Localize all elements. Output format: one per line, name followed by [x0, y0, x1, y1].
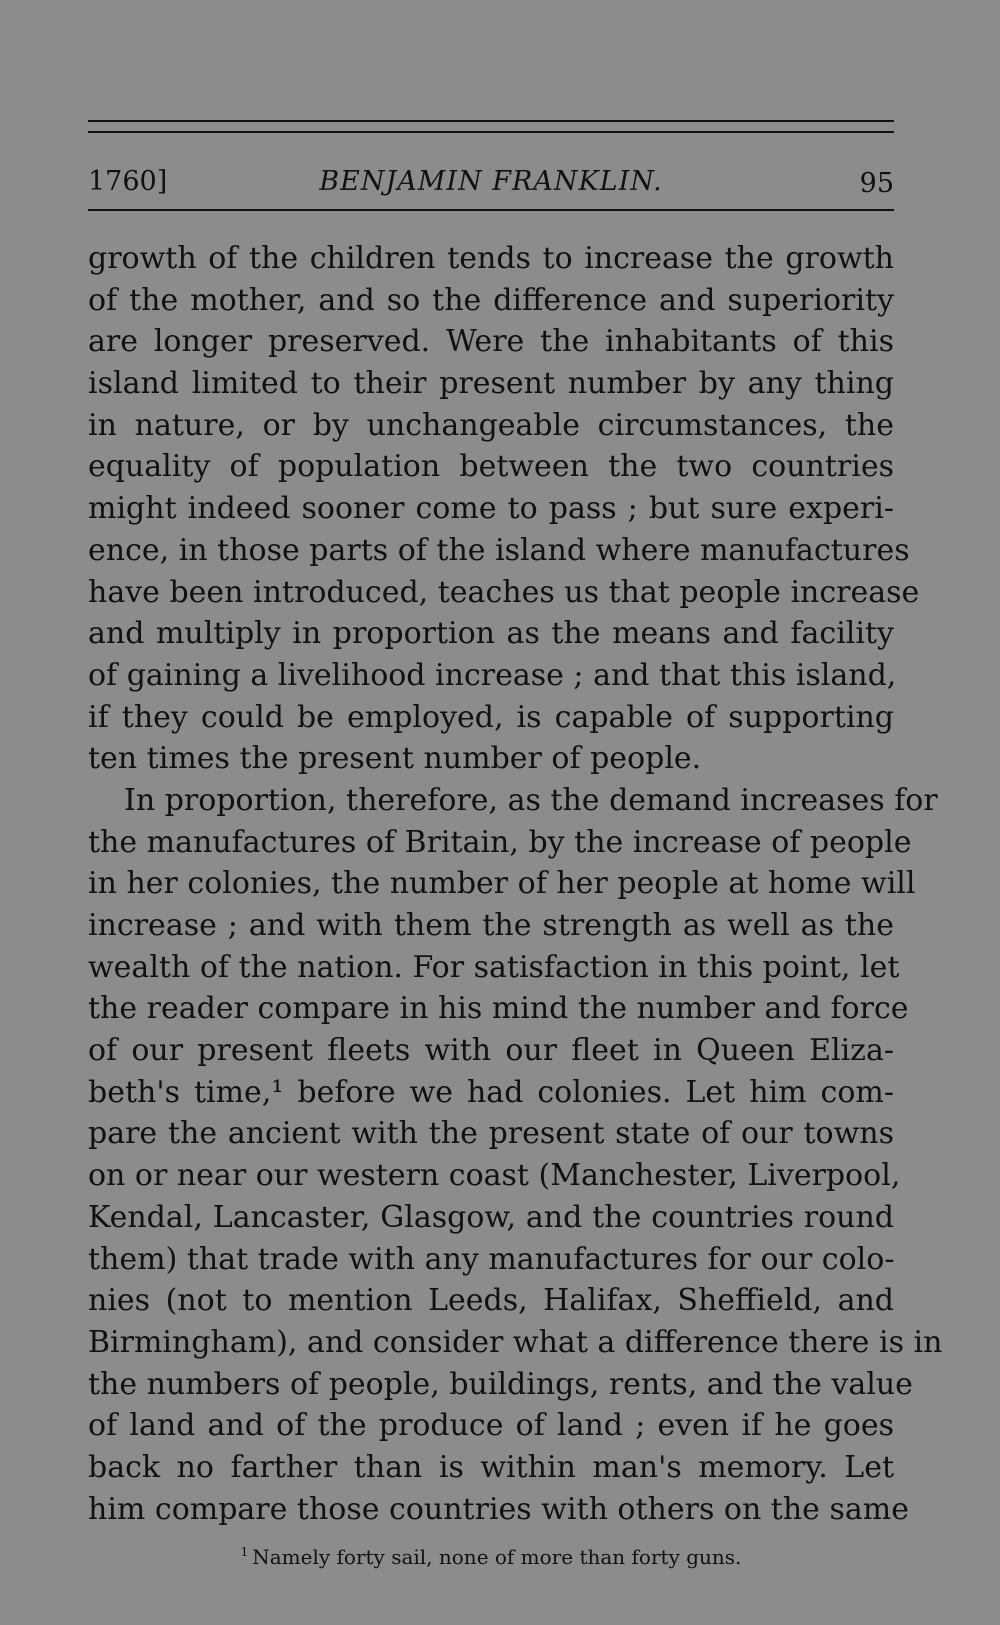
text-line: beth's time,¹ before we had colonies. Let him com-: [88, 1074, 894, 1110]
text-line: increase ; and with them the strength as well as the: [88, 908, 894, 943]
text-line: them) that trade with any manufactures for our colo-: [88, 1241, 895, 1277]
text-line: growth of the children tends to increase the growth: [88, 241, 894, 276]
header-rule: [88, 209, 894, 211]
text-line: him compare those countries with others on the same: [88, 1491, 909, 1527]
text-line: have been introduced, teaches us that people increase: [88, 574, 920, 610]
text-line: nies (not to mention Leeds, Halifax, Sheffield, and: [88, 1283, 894, 1319]
text-line: might indeed sooner come to pass ; but sure experi-: [88, 491, 894, 527]
text-line: of gaining a livelihood increase ; and that this island,: [88, 657, 897, 693]
header-title: BENJAMIN FRANKLIN.: [319, 166, 663, 197]
text-line: in nature, or by unchangeable circumstances, the: [88, 407, 894, 443]
running-header: [88, 160, 894, 204]
top-double-rule: [88, 120, 894, 132]
footnote-marker: 1: [240, 1545, 249, 1560]
text-line: ence, in those parts of the island where manufactures: [88, 532, 910, 568]
text-line: pare the ancient with the present state of our towns: [88, 1116, 894, 1152]
paragraph-start-line: In proportion, therefore, as the demand increases for: [124, 782, 938, 818]
paragraph-end-line: ten times the present number of people.: [88, 741, 702, 777]
text-line: the reader compare in his mind the number and force: [88, 991, 909, 1027]
text-line: are longer preserved. Were the inhabitants of this: [88, 324, 894, 360]
text-line: equality of population between the two countries: [88, 449, 894, 485]
footnote: [88, 1545, 894, 1569]
text-line: back no farther than is within man's memory. Let: [88, 1449, 894, 1485]
body-text: [88, 238, 943, 1530]
text-line: on or near our western coast (Manchester, Liverpool,: [88, 1158, 901, 1194]
text-line: in her colonies, the number of her people at home will: [88, 866, 916, 902]
text-line: of the mother, and so the difference and superiority: [88, 282, 894, 318]
text-line: of our present fleets with our fleet in Queen Eliza-: [88, 1033, 894, 1069]
text-line: wealth of the nation. For satisfaction in this point, let: [88, 949, 900, 985]
text-line: if they could be employed, is capable of supporting: [88, 699, 894, 735]
text-line: the numbers of people, buildings, rents, and the value: [88, 1366, 913, 1402]
text-line: and multiply in proportion as the means and facility: [88, 616, 894, 652]
header-year: 1760]: [88, 166, 168, 197]
text-line: island limited to their present number by any thing: [88, 366, 894, 402]
text-line: Kendal, Lancaster, Glasgow, and the countries round: [88, 1199, 894, 1235]
text-line: the manufactures of Britain, by the increase of people: [88, 824, 912, 860]
page-number: 95: [859, 168, 894, 199]
footnote-text: Namely forty sail, none of more than forty guns.: [252, 1545, 742, 1569]
text-line: of land and of the produce of land ; even if he goes: [88, 1408, 894, 1444]
text-line: Birmingham), and consider what a difference there is in: [88, 1324, 943, 1360]
